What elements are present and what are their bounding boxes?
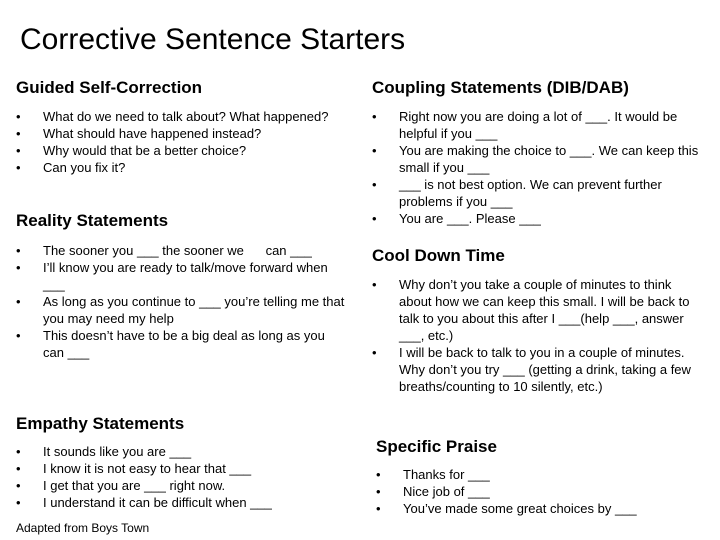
list-item: • Right now you are doing a lot of ___. It would be helpful if you ___	[372, 108, 707, 142]
list-item: • I will be back to talk to you in a couple of minutes. Why don’t you try ___ (getting a drink, taking a few breaths/counting to 10 silently, etc.)	[372, 344, 707, 395]
empathy-statements-section	[16, 414, 346, 511]
section-heading: Cool Down Time	[372, 246, 505, 265]
list-item: • I’ll know you are ready to talk/move forward when ___	[16, 259, 346, 293]
specific-praise-section	[376, 437, 706, 517]
list-item: • I understand it can be difficult when ___	[16, 494, 346, 511]
list-item: • Nice job of ___	[376, 483, 706, 500]
list-item: • Why don’t you take a couple of minutes to think about how we can keep this small. I will be back to talk to you about this after I ___(help ___, answer ___, etc.)	[372, 276, 707, 344]
list-item: • You’ve made some great choices by ___	[376, 500, 706, 517]
list-item: • ___ is not best option. We can prevent further problems if you ___	[372, 176, 707, 210]
guided-self-correction-section	[16, 78, 356, 176]
list-item: • Can you fix it?	[16, 159, 356, 176]
cool-down-time-section	[372, 246, 707, 395]
list-item: • What should have happened instead?	[16, 125, 356, 142]
bullet-list	[16, 443, 346, 511]
bullet-list	[16, 242, 346, 361]
list-item: • The sooner you ___ the sooner we can ___	[16, 242, 346, 259]
list-item: • Why would that be a better choice?	[16, 142, 356, 159]
list-item: • It sounds like you are ___	[16, 443, 346, 460]
page-title: Corrective Sentence Starters	[20, 23, 406, 56]
bullet-list	[16, 108, 356, 176]
section-heading: Empathy Statements	[16, 414, 185, 433]
section-heading: Guided Self-Correction	[16, 78, 203, 97]
list-item: • Thanks for ___	[376, 466, 706, 483]
bullet-list	[372, 108, 707, 227]
list-item: • What do we need to talk about? What happened?	[16, 108, 356, 125]
list-item: • This doesn’t have to be a big deal as long as you can ___	[16, 327, 346, 361]
reality-statements-section	[16, 211, 346, 361]
section-heading: Coupling Statements (DIB/DAB)	[372, 78, 629, 97]
section-heading: Specific Praise	[376, 437, 497, 456]
source-credit: Adapted from Boys Town	[16, 521, 150, 535]
list-item: • You are ___. Please ___	[372, 210, 707, 227]
bullet-list	[376, 466, 706, 517]
coupling-statements-section	[372, 78, 707, 227]
list-item: • As long as you continue to ___ you’re telling me that you may need my help	[16, 293, 346, 327]
bullet-list	[372, 276, 707, 395]
list-item: • You are making the choice to ___. We can keep this small if you ___	[372, 142, 707, 176]
list-item: • I know it is not easy to hear that ___	[16, 460, 346, 477]
section-heading: Reality Statements	[16, 211, 169, 230]
list-item: • I get that you are ___ right now.	[16, 477, 346, 494]
